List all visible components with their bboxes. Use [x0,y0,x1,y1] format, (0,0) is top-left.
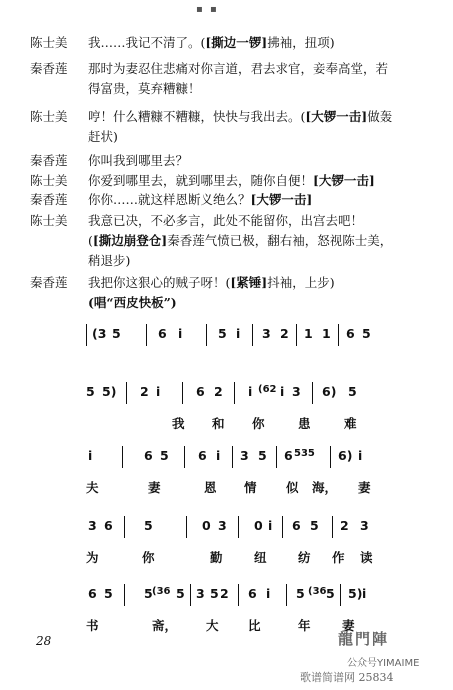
percussion-cue: [大锣一击] [313,173,375,188]
note: 1 [304,326,313,341]
lyric: 为 [86,550,99,565]
note: i [280,384,285,399]
notation [86,584,368,606]
lyric: 大 [206,618,219,633]
note: 1 [322,326,331,341]
lyric: 海， [312,480,338,495]
note: 0 [202,518,211,533]
note: 535 [294,448,315,459]
note: i [216,448,221,463]
note: 6 [196,384,205,399]
speaker: 秦香莲 [30,61,68,76]
note: 0 [254,518,263,533]
note: 5 [258,448,267,463]
aria-label: (唱“西皮快板”) [88,295,177,310]
lyric: 恩 [204,480,217,495]
barline [276,446,277,468]
barline [312,382,313,404]
barline [232,446,233,468]
note: 5 [218,326,227,341]
note: 3 [88,518,97,533]
barline [146,324,147,346]
dialogue-line [30,108,393,144]
speaker: 陈士美 [30,173,68,188]
stage-direction-continuation: 稍退步) [88,253,131,268]
note: 5 [176,586,185,601]
note: 2 [280,326,289,341]
note: i [236,326,241,341]
lyric: 夫 [86,480,99,495]
note: i [178,326,183,341]
lyric: 妻 [358,480,371,495]
barline [122,446,123,468]
header-mark: ▪ ▪ [196,4,219,15]
note: 3 [196,586,205,601]
note: 6 [198,448,207,463]
lyric: 妻 [342,618,355,633]
note: 5 [310,518,319,533]
line-text: 我把你这狠心的贼子呀！( [88,275,231,290]
barline [332,516,333,538]
line-text: 那时为妻忍住悲痛对你言道，君去求官，妾奉高堂，若 [88,61,389,76]
note: 2 [340,518,349,533]
notation [86,324,371,346]
lyric: 我 [172,416,185,431]
percussion-cue: [撕边崩登仓] [92,233,168,248]
note: 5 [160,448,169,463]
note: i [156,384,161,399]
barline [190,584,191,606]
barline [238,584,239,606]
lyric: 纺 [298,550,311,565]
note: 6 [292,518,301,533]
watermark-logo: 龍門陣 [338,630,390,648]
dialogue-line [30,152,188,170]
percussion-cue: [大锣一击] [250,192,313,207]
lyric: 难 [344,416,357,431]
barline [338,324,339,346]
barline [286,584,287,606]
note: 5 [144,586,153,601]
speaker: 秦香莲 [30,192,68,207]
stage-direction: ([撕边崩登仓]秦香莲气愤已极，翻右袖，怒视陈士美， [88,233,393,248]
notation [86,446,368,468]
percussion-cue: [大锣一击] [305,109,368,124]
line-text: 我……我记不清了。( [88,35,206,50]
note: i [248,384,253,399]
line-text: 拂袖，扭项) [267,35,335,50]
watermark-code: 25834 [358,671,394,684]
lyric: 妻 [148,480,161,495]
lyric: 患 [298,416,311,431]
note: i [88,448,93,463]
note: i [268,518,273,533]
note: i [358,448,363,463]
note: 5 [348,384,357,399]
dialogue-line [30,60,389,96]
percussion-cue: [撕边一锣] [205,35,268,50]
lyric: 年 [298,618,311,633]
note: 5 [144,518,153,533]
line-text: 你你……就这样恩断义绝么？ [88,192,251,207]
line-continuation: 得富贵，莫弃糟糠！ [88,81,201,96]
barline [182,382,183,404]
lyric: 纽 [254,550,267,565]
barline [296,324,297,346]
barline [186,516,187,538]
note: 6 [88,586,97,601]
note: 5) [348,586,363,601]
note: (36 [152,586,171,597]
note: 5 [86,384,95,399]
lyric: 书 [86,618,99,633]
speaker: 秦香莲 [30,153,68,168]
lyric: 你 [142,550,155,565]
note: 2 [214,384,223,399]
note: 3 [292,384,301,399]
barline [206,324,207,346]
note: 6 [158,326,167,341]
note: 5) [102,384,117,399]
lyric: 你 [252,416,265,431]
note: 6 [284,448,293,463]
dialogue-line [30,172,375,190]
note: 5 [296,586,305,601]
note: 5 [112,326,121,341]
note: 6 [104,518,113,533]
dialogue-line [30,191,312,209]
lyric: 作 [332,550,345,565]
lyric: 和 [212,416,225,431]
note: (3 [92,326,107,341]
barline [184,446,185,468]
lyric: 斋， [152,618,178,633]
notation [86,382,368,404]
line-text: 你爱到哪里去，就到哪里去，随你自便！ [88,173,314,188]
barline [124,516,125,538]
barline [126,382,127,404]
barline [282,516,283,538]
watermark-caption [300,669,394,685]
lyric: 比 [248,618,261,633]
notation [86,516,368,538]
speaker: 陈士美 [30,109,68,124]
barline [238,516,239,538]
barline [330,446,331,468]
note: 6 [248,586,257,601]
note: 2 [220,586,229,601]
note: 6 [346,326,355,341]
note: 5 [104,586,113,601]
note: (62 [258,384,277,395]
lyric: 读 [360,550,373,565]
note: 5 [210,586,219,601]
note: 5 [362,326,371,341]
watermark-site: 公众号YIMAIME [347,658,420,669]
note: 6) [338,448,353,463]
line-text: 抖袖，上步) [267,275,335,290]
stage-text: 秦香莲气愤已极，翻右袖，怒视陈士美， [167,233,393,248]
barline [124,584,125,606]
lyric: 情 [244,480,257,495]
dialogue-line [30,212,363,230]
note: i [266,586,271,601]
note: i [362,586,367,601]
speaker: 秦香莲 [30,275,68,290]
lyric: 似 [286,480,299,495]
note: 6 [144,448,153,463]
speaker: 陈士美 [30,213,68,228]
line-text: 我意已决，不必多言，此处不能留你，出宫去吧！ [88,213,364,228]
line-text: 你叫我到哪里去？ [88,153,189,168]
dialogue-line [30,274,335,292]
note: 5 [326,586,335,601]
barline [252,324,253,346]
note: 3 [360,518,369,533]
line-text: 做轰 [367,109,393,124]
line-continuation: 赶状) [88,129,118,144]
barline [234,382,235,404]
note: 6) [322,384,337,399]
note: (36 [308,586,327,597]
page-number: 28 [36,634,52,648]
watermark-caption-text: 歌谱简谱网 [300,671,355,684]
barline [340,584,341,606]
line-text: 哼！什么糟糠不糟糠，快快与我出去。( [88,109,306,124]
dialogue-line [30,34,335,52]
speaker: 陈士美 [30,35,68,50]
note: 3 [218,518,227,533]
note: 3 [240,448,249,463]
percussion-cue: [紧锤] [230,275,268,290]
note: 2 [140,384,149,399]
note: 3 [262,326,271,341]
lyric: 勤 [210,550,223,565]
